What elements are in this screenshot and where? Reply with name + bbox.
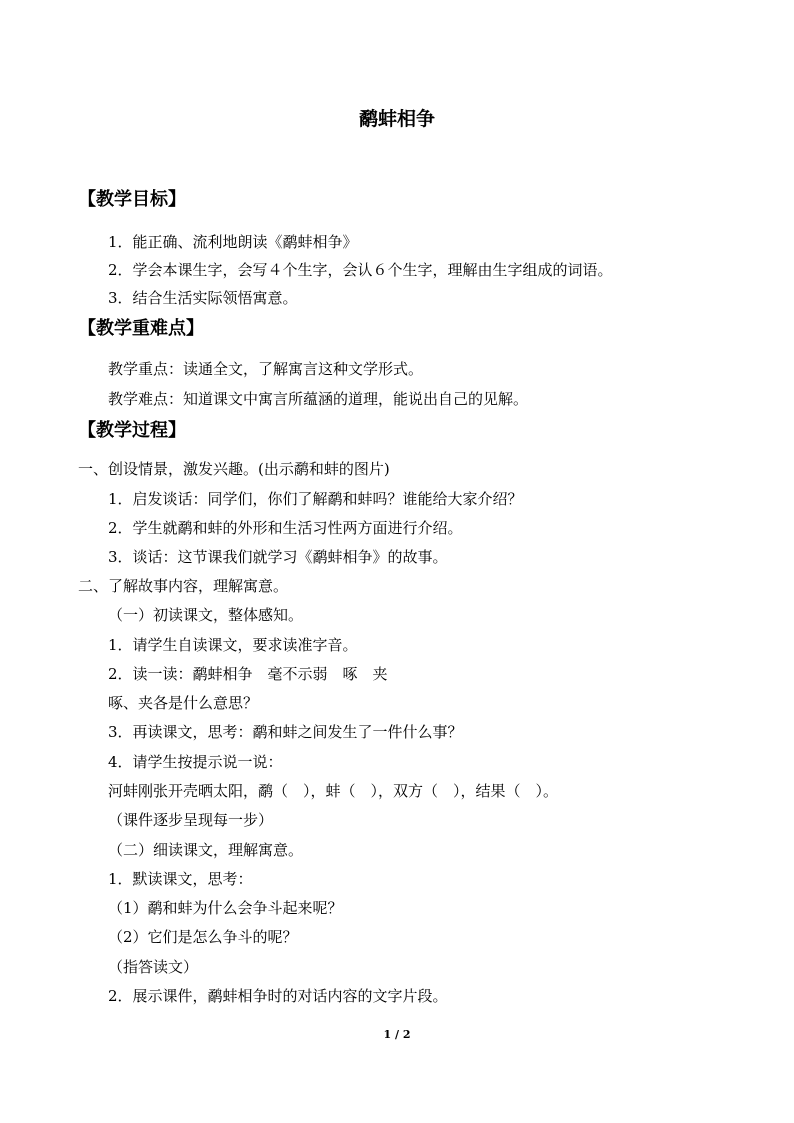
process-line: 3．再读课文，思考：鹬和蚌之间发生了一件什么事？ (108, 723, 463, 741)
key-point-2: 教学难点：知道课文中寓言所蕴涵的道理，能说出自己的见解。 (108, 390, 529, 408)
process-line: 二、了解故事内容，理解寓意。 (78, 577, 289, 595)
goals-heading: 【教学目标】 (78, 189, 186, 210)
process-line: （指答读文） (108, 958, 199, 976)
document-title: 鹬蚌相争 (358, 108, 435, 130)
process-line: 一、创设情景，激发兴趣。(出示鹬和蚌的图片) (78, 460, 390, 478)
process-line: 2．读一读：鹬蚌相争 毫不示弱 啄 夹 (108, 665, 388, 683)
process-line: 1．请学生自读课文，要求读准字音。 (108, 636, 358, 654)
process-line: 4．请学生按提示说一说： (108, 753, 283, 771)
process-line: 河蚌刚张开壳晒太阳，鹬（ ），蚌（ ），双方（ ），结果（ ）。 (108, 782, 559, 800)
goal-item-2: 2．学会本课生字，会写４个生字，会认６个生字，理解由生字组成的词语。 (108, 261, 613, 279)
process-line: 1．启发谈话：同学们，你们了解鹬和蚌吗？谁能给大家介绍？ (108, 490, 523, 508)
process-line: （课件逐步呈现每一步） (108, 811, 274, 829)
process-heading: 【教学过程】 (78, 420, 186, 441)
process-line: 3．谈话：这节课我们就学习《鹬蚌相争》的故事。 (108, 548, 448, 566)
process-line: （一）初读课文，整体感知。 (108, 606, 304, 624)
key-point-1: 教学重点：读通全文，了解寓言这种文学形式。 (108, 360, 424, 378)
process-line: （二）细读课文，理解寓意。 (108, 841, 304, 859)
process-line: 啄、夹各是什么意思？ (108, 694, 259, 712)
key-points-heading: 【教学重难点】 (78, 318, 204, 339)
process-line: 1．默读课文，思考： (108, 870, 253, 888)
process-line: （2）它们是怎么争斗的呢？ (108, 928, 298, 946)
goal-item-1: 1．能正确、流利地朗读《鹬蚌相争》 (108, 233, 358, 251)
page-number: 1 / 2 (383, 1028, 411, 1041)
process-line: 2．学生就鹬和蚌的外形和生活习性两方面进行介绍。 (108, 519, 463, 537)
goal-item-3: 3．结合生活实际领悟寓意。 (108, 289, 298, 307)
process-line: 2．展示课件，鹬蚌相争时的对话内容的文字片段。 (108, 987, 448, 1005)
process-line: （1）鹬和蚌为什么会争斗起来呢？ (108, 899, 343, 917)
